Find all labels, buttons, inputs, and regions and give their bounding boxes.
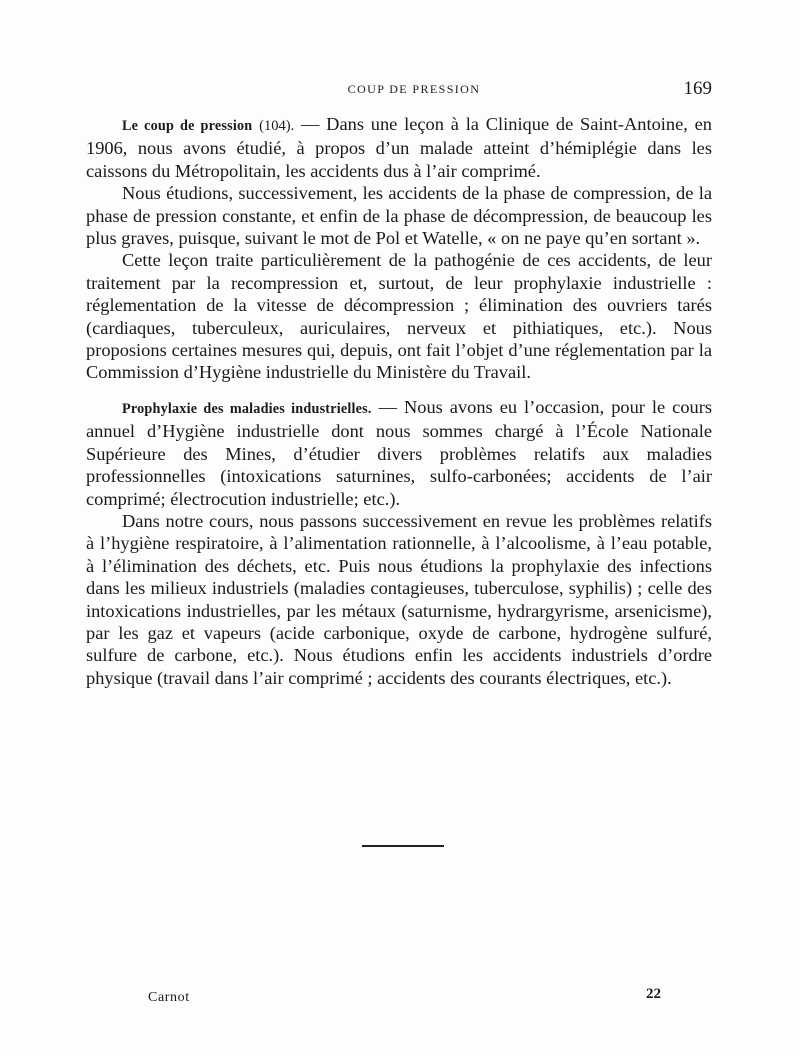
section-paragraph: [86, 113, 712, 182]
paragraph: Nous étudions, successivement, les accidents de la phase de compression, de la phase de pression constante, et enfin de la phase de décompression, de beaucoup les plus graves, puisque, suivant le mot de Pol et Watelle, « on ne paye qu’en sortant ».: [86, 183, 712, 249]
page-number: 169: [683, 78, 712, 99]
running-head: [116, 78, 712, 102]
section-heading: Prophylaxie des maladies industrielles.: [122, 400, 372, 417]
footer-signature: Carnot: [148, 990, 190, 1005]
paragraph: Dans notre cours, nous passons successivement en revue les problèmes relatifs à l’hygiène respiratoire, à l’alimentation rationnelle, à l’alcoolisme, à l’eau potable, à l’élimination des déchets, etc. Puis nous étudions la prophylaxie des infections dans les milieux industriels (maladies contagieuses, tuberculose, syphilis) ; celle des intoxications industrielles, par les métaux (saturnisme, hydrargyrisme, arsenicisme), par les gaz et vapeurs (acide carbonique, oxyde de carbone, hydrogène sulfuré, sulfure de carbone, etc.). Nous étudions enfin les accidents industriels d’ordre physique (travail dans l’air comprimé ; accidents des courants électriques, etc.).: [86, 510, 712, 688]
section-heading: Le coup de pression: [122, 118, 253, 134]
paragraph: Cette leçon traite particulièrement de la pathogénie de ces accidents, de leur traitement par la recompression et, surtout, de leur prophylaxie industrielle : réglementation de la vitesse de décompression ; élimination des ouvriers tarés (cardiaques, tuberculeux, auriculaires, nerveux et pithiatiques, etc.). Nous proposions certaines mesures qui, depuis, ont fait l’objet d’une réglementation par la Commission d’Hygiène industrielle du Ministère du Travail.: [86, 250, 712, 383]
end-rule: [362, 845, 444, 847]
sheet-number: 22: [646, 986, 661, 1002]
section-paragraph: [86, 396, 712, 510]
running-title: COUP DE PRESSION: [347, 82, 481, 96]
paragraph-text: — Dans une leçon à la Clinique de Saint-Antoine, en 1906, nous avons étudié, à propos d’un malade atteint d’hémiplégie dans les caissons du Métropolitain, les accidents dus à l’air comprimé.: [86, 114, 712, 181]
body-text: [86, 113, 712, 689]
paragraph-text: — Nous avons eu l’occasion, pour le cours annuel d’Hygiène industrielle dont nous sommes chargé à l’École Nationale Supérieure des Mines, d’étudier divers problèmes relatifs aux maladies professionnelles (intoxications saturnines, sulfo-carbonées; accidents de l’air comprimé; électrocution industrielle; etc.).: [86, 396, 712, 509]
reference-number: (104).: [259, 118, 295, 134]
